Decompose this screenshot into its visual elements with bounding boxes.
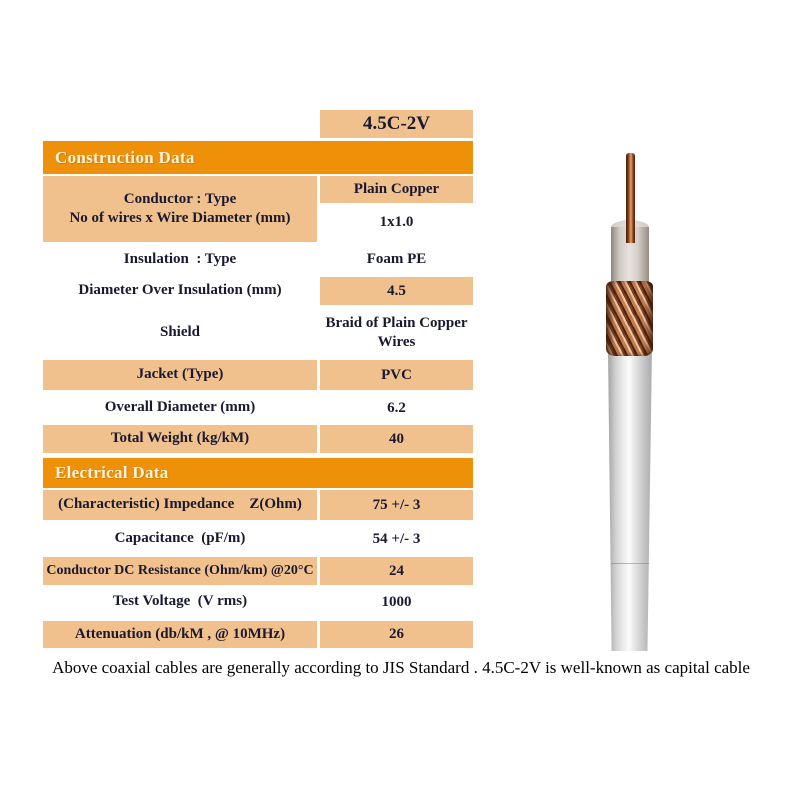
capacitance-label: Capacitance (pF/m) [114,530,246,547]
total-weight-value: 40 [320,425,473,453]
cable-photo [565,128,765,658]
row-attenuation [43,621,473,648]
electrical-section-header: Electrical Data [43,458,473,488]
overall-diameter-label: Overall Diameter (mm) [104,399,256,416]
overall-diameter-value: 6.2 [387,399,406,416]
row-insulation [43,242,473,277]
footer-note: Above coaxial cables are generally according to JIS Standard . 4.5C-2V is well-known as capital cable [52,658,750,677]
diameter-over-insulation-value: 4.5 [320,277,473,305]
test-voltage-label: Test Voltage (V rms) [112,593,248,610]
test-voltage-value: 1000 [381,593,412,610]
pvc-jacket-graphic [607,343,653,651]
conductor-type-value: Plain Copper [320,176,473,203]
impedance-value: 75 +/- 3 [320,490,473,520]
construction-section-header: Construction Data [43,141,473,174]
row-overall-diameter [43,394,473,422]
row-impedance [43,490,473,520]
jacket-value: PVC [320,360,473,390]
impedance-label: (Characteristic) Impedance Z(Ohm) [43,490,317,520]
row-capacitance [43,524,473,554]
insulation-label: Insulation : Type [123,250,237,267]
row-shield [43,305,473,360]
capacitance-value: 54 +/- 3 [372,530,421,547]
shield-value: Braid of Plain Copper Wires [325,314,468,350]
jacket-seam-line [611,563,649,564]
insulation-value: Foam PE [366,251,427,268]
conductor-values [320,176,473,242]
copper-conductor-graphic [626,153,635,243]
row-jacket [43,360,473,390]
header-spacer [43,110,317,138]
conductor-label [43,176,317,242]
row-diameter-over-insulation [43,277,473,305]
shield-label: Shield [159,323,201,340]
conductor-label-line1: Conductor : Type [123,190,237,207]
dc-resistance-value: 24 [320,557,473,585]
diameter-over-insulation-label: Diameter Over Insulation (mm) [78,282,282,299]
row-test-voltage [43,588,473,616]
dc-resistance-label: Conductor DC Resistance (Ohm/km) @20°C [43,557,317,585]
row-total-weight [43,425,473,453]
attenuation-value: 26 [320,621,473,648]
total-weight-label: Total Weight (kg/kM) [43,425,317,453]
attenuation-label: Attenuation (db/kM , @ 10MHz) [43,621,317,648]
conductor-label-line2: No of wires x Wire Diameter (mm) [69,210,291,226]
conductor-size-value: 1x1.0 [379,214,414,231]
row-conductor [43,176,473,242]
jacket-label: Jacket (Type) [43,360,317,390]
copper-braid-graphic [606,281,653,356]
datasheet-table [43,110,473,650]
product-code-cell: 4.5C-2V [320,110,473,138]
row-dc-resistance [43,557,473,585]
